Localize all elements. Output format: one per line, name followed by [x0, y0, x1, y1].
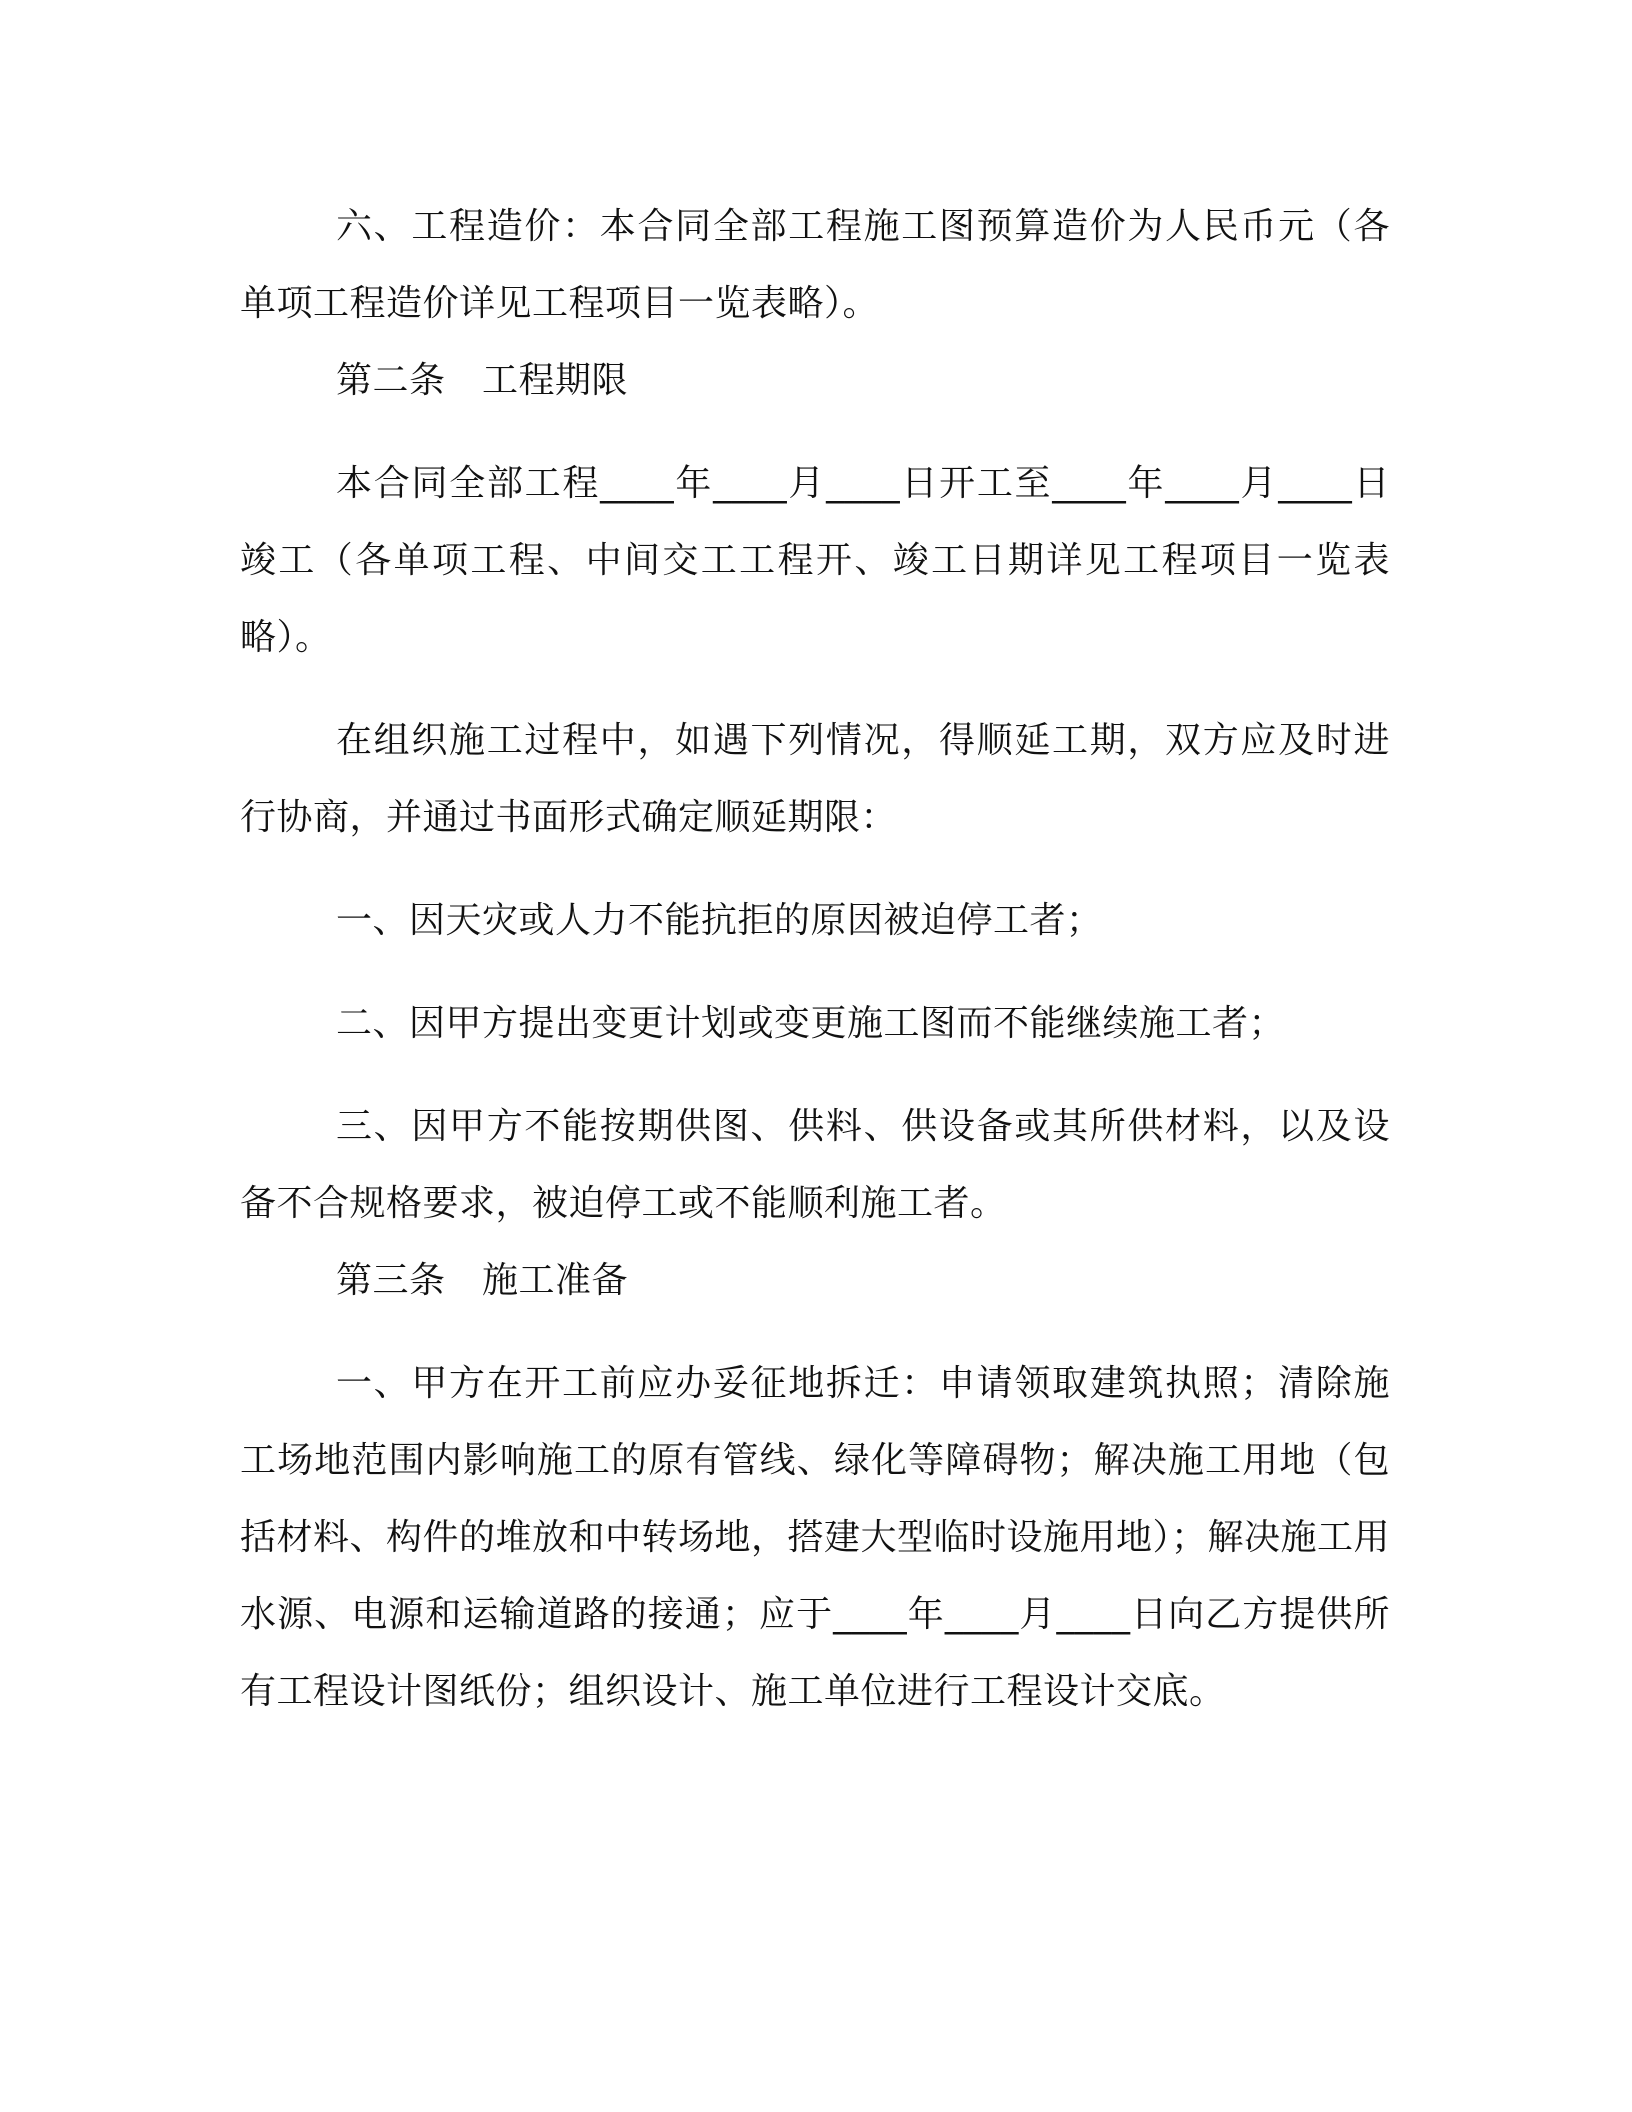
article-heading-3: 第三条 施工准备 — [336, 1260, 629, 1301]
list-item-2: 二、因甲方提出变更计划或变更施工图而不能继续施工者； — [336, 1003, 1286, 1044]
paragraph-project-cost: 六、工程造价：本合同全部工程施工图预算造价为人民币元（各单项工程造价详见工程项目一览表略）。 — [240, 206, 1390, 324]
paragraph-schedule: 本合同全部工程____年____月____日开工至____年____月____日竣工（各单项工程、中间交工工程开、竣工日期详见工程项目一览表略）。 — [240, 463, 1390, 658]
list-item-3: 三、因甲方不能按期供图、供料、供设备或其所供材料，以及设备不合规格要求，被迫停工或不能顺利施工者。 — [240, 1106, 1390, 1224]
list-item-1: 一、因天灾或人力不能抗拒的原因被迫停工者； — [336, 900, 1103, 941]
paragraph-preparation: 一、甲方在开工前应办妥征地拆迁：申请领取建筑执照；清除施工场地范围内影响施工的原有管线、绿化等障碍物；解决施工用地（包括材料、构件的堆放和中转场地，搭建大型临时设施用地）；解决施工用水源、电源和运输道路的接通；应于____年____月____日向乙方提供所有工程设计图纸份；组织设计、施工单位进行工程设计交底。 — [240, 1363, 1391, 1712]
paragraph-extension: 在组织施工过程中，如遇下列情况，得顺延工期，双方应及时进行协商，并通过书面形式确定顺延期限： — [240, 720, 1390, 838]
document-body — [240, 188, 1390, 1730]
article-heading-2: 第二条 工程期限 — [336, 360, 629, 401]
